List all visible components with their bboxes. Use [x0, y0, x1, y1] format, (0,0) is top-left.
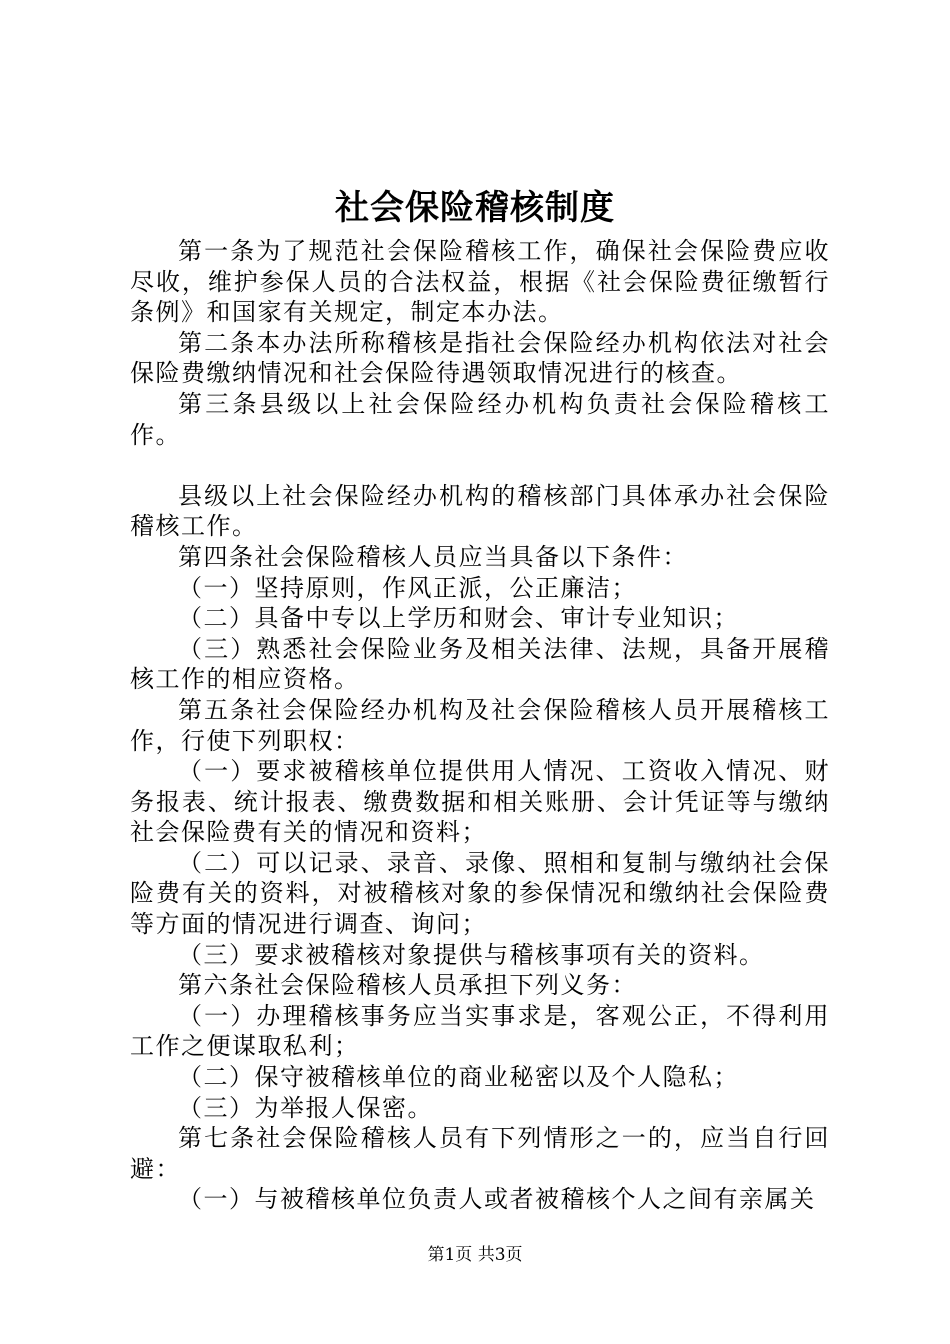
article-3: 第三条县级以上社会保险经办机构负责社会保险稽核工作。 — [130, 389, 830, 449]
article-5-item-2: （二）可以记录、录音、录像、照相和复制与缴纳社会保险费有关的资料，对被稽核对象的参保情况和缴纳社会保险费等方面的情况进行调查、询问； — [130, 848, 830, 939]
page-number: 第1页 共3页 — [427, 1245, 523, 1265]
article-2: 第二条本办法所称稽核是指社会保险经办机构依法对社会保险费缴纳情况和社会保险待遇领取情况进行的核查。 — [130, 328, 830, 388]
article-5-item-1: （一）要求被稽核单位提供用人情况、工资收入情况、财务报表、统计报表、缴费数据和相关账册、会计凭证等与缴纳社会保险费有关的情况和资料； — [130, 757, 830, 847]
document-title: 社会保险稽核制度 — [335, 188, 615, 228]
article-4-item-1: （一）坚持原则，作风正派，公正廉洁； — [178, 573, 637, 602]
article-7: 第七条社会保险稽核人员有下列情形之一的，应当自行回避： — [130, 1124, 830, 1183]
article-6: 第六条社会保险稽核人员承担下列义务： — [178, 971, 637, 1000]
article-4-item-2: （二）具备中专以上学历和财会、审计专业知识； — [178, 604, 739, 633]
article-1: 第一条为了规范社会保险稽核工作，确保社会保险费应收尽收，维护参保人员的合法权益，根据《社会保险费征缴暂行条例》和国家有关规定，制定本办法。 — [130, 237, 830, 327]
article-4: 第四条社会保险稽核人员应当具备以下条件： — [178, 542, 688, 571]
article-6-item-2: （二）保守被稽核单位的商业秘密以及个人隐私； — [178, 1063, 739, 1092]
article-3-detail: 县级以上社会保险经办机构的稽核部门具体承办社会保险稽核工作。 — [130, 481, 830, 541]
article-5: 第五条社会保险经办机构及社会保险稽核人员开展稽核工作，行使下列职权： — [130, 695, 830, 755]
article-5-item-3: （三）要求被稽核对象提供与稽核事项有关的资料。 — [178, 940, 765, 969]
article-4-item-3: （三）熟悉社会保险业务及相关法律、法规，具备开展稽核工作的相应资格。 — [130, 634, 830, 694]
article-6-item-3: （三）为举报人保密。 — [178, 1093, 433, 1122]
article-6-item-1: （一）办理稽核事务应当实事求是，客观公正，不得利用工作之便谋取私利； — [130, 1001, 830, 1061]
article-7-item-1: （一）与被稽核单位负责人或者被稽核个人之间有亲属关 — [178, 1185, 816, 1214]
document-body — [130, 236, 830, 1215]
